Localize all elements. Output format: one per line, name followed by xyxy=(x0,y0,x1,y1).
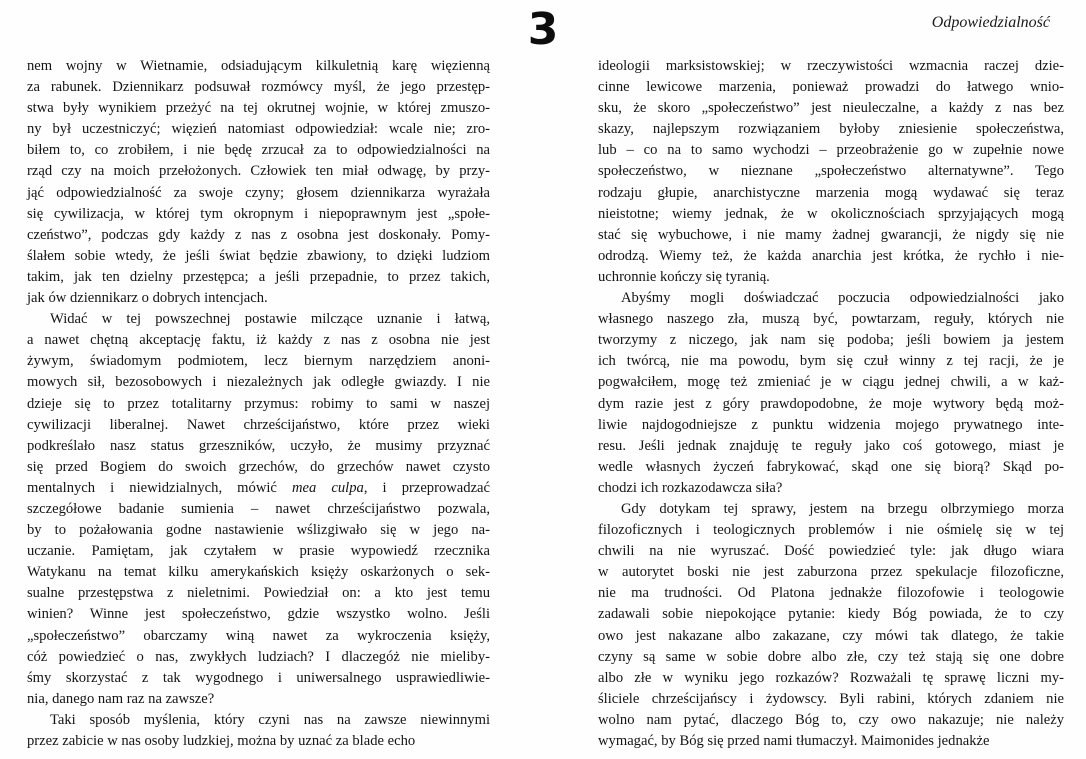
text-line: tworzymy z niczego, jak nam się podoba; jeśli bowiem ja jestem xyxy=(598,332,1064,349)
text-line: a nawet chętną akceptację faktu, iż każdy z nas z osobna nie jest xyxy=(27,332,490,349)
text-line: społeczeństwo, w nieznane „społeczeństwo alternatywne”. Tego xyxy=(598,163,1064,180)
text-line: rodzaju głupie, anarchistyczne marzenia mogą wydawać się teraz xyxy=(598,184,1064,201)
text-line: czeństwo”, podczas gdy każdy z nas z osobna jest doskonały. Pomy- xyxy=(27,226,490,243)
text-line: ślałem sobie wtedy, że jeśli świat będzie zbawiony, to dzięki ludziom xyxy=(27,247,490,264)
text-line: jąć odpowiedzialność za swoje czyny; głosem dziennikarza wyrażała xyxy=(27,184,490,201)
text-line: liwie najdogodniejsze z punktu widzenia mojego prywatnego inte- xyxy=(598,416,1064,433)
text-line: sku, że skoro „społeczeństwo” jest nieuleczalne, a każdy z nas bez xyxy=(598,100,1064,117)
chapter-number: 3 xyxy=(527,4,559,55)
text-line: cywilizacji liberalnej. Nawet chrześcijaństwo, które przez wieki xyxy=(27,416,490,433)
text-line: albo złe w wyniku jego rozkazów? Rozważali tę sprawę liczni my- xyxy=(598,669,1064,686)
text-line: Widać w tej powszechnej postawie milczące uznanie i łatwą, xyxy=(50,311,490,328)
text-line: stać się wybuchowe, i nie mamy żadnej gwarancji, że nigdy się nie xyxy=(598,226,1064,243)
running-header: Odpowiedzialność xyxy=(931,14,1050,31)
text-line: chodzi ich rozkazodawcza siła? xyxy=(598,479,783,496)
text-line: rząd czy na moich przełożonych. Człowiek ten miał odwagę, by przy- xyxy=(27,163,490,180)
text-line: biłem to, co zrobiłem, i nie będę zrzucał za to odpowiedzialności na xyxy=(27,142,490,159)
text-line: żywym, świadomym podmiotem, lecz biernym narzędziem anoni- xyxy=(27,353,490,370)
text-line: przez zabicie w nas osoby ludzkiej, można by uznać za blade echo xyxy=(27,733,416,749)
text-line: sualne przestępstwa z nieletnimi. Powiedział on: a kto jest temu xyxy=(27,585,490,602)
text-line: Gdy dotykam tej sprawy, jestem na brzegu olbrzymiego morza xyxy=(621,500,1064,517)
text-line: cinne lewicowe marzenia, ponieważ prowadzi do łatwego wnio- xyxy=(598,79,1064,96)
text-line: lub – co na to samo wychodzi – przeobrażenie go w zupełnie nowe xyxy=(598,142,1064,159)
text-line: nieistotne; wiemy jednak, że w okolicznościach sprzyjających mogą xyxy=(598,205,1064,222)
left-text-column xyxy=(27,56,490,752)
text-line: szczegółowe badanie sumienia – nawet chrześcijaństwo pozwala, xyxy=(27,500,490,517)
text-line: ideologii marksistowskiej; w rzeczywistości wzmacnia raczej dzie- xyxy=(598,58,1064,74)
text-line: wymagać, by Bóg się przed nami tłumaczył. Maimonides jednakże xyxy=(598,733,990,749)
text-line: nia, danego nam raz na zawsze? xyxy=(27,690,215,707)
text-line: zadawali sobie niepokojące pytanie: kiedy Bóg powiada, że to czy xyxy=(598,606,1064,623)
text-line: jak ów dziennikarz o dobrych intencjach. xyxy=(27,290,268,307)
text-line: mentalnych i niewidzialnych, mówić mea culpa, i przeprowadzać xyxy=(27,479,491,496)
paragraph xyxy=(598,499,1064,752)
text-line: chwili na nie wyruszać. Dość powiedzieć tyle: jak długo wiara xyxy=(598,543,1064,560)
paragraph xyxy=(598,56,1064,288)
text-line: stwa były wynikiem przeżyć na tej okrutnej wojnie, w której zmuszo- xyxy=(27,100,490,117)
text-line: podkreślało nasz status grzeszników, uczyło, że musimy przyznać xyxy=(27,437,490,454)
text-line: dzieje się to przez totalitarny przymus: robimy to sami w naszej xyxy=(27,395,490,412)
text-line: filozoficznych i teologicznych problemów i nie ośmielę się w tej xyxy=(598,522,1064,539)
text-line: Abyśmy mogli doświadczać poczucia odpowiedzialności jako xyxy=(621,290,1064,307)
text-line: Taki sposób myślenia, który czyni nas na zawsze niewinnymi xyxy=(50,711,490,728)
text-line: ich twórcą, nie ma powodu, bym się czuł winny z tej racji, że je xyxy=(598,353,1064,370)
text-line: by to pożałowania godne nastawienie wślizgiwało się w jego na- xyxy=(27,522,490,539)
text-line: nie ma trudności. Od Platona jednakże filozofowie i teologowie xyxy=(598,585,1064,602)
text-line: uchronnie kończy się tyranią. xyxy=(598,268,770,285)
text-line: dym razie jest z góry prawdopodobne, że moje wytwory będą moż- xyxy=(598,395,1064,412)
text-line: śmy skorzystać z tak wygodnego i uniwersalnego usprawiedliwie- xyxy=(27,669,490,686)
text-line: takim, jak ten dzielny przestępca; a jeśli przepadnie, to przez takich, xyxy=(27,268,490,285)
text-line: za rabunek. Dziennikarz podsuwał rozmówcy myśl, że jego przestęp- xyxy=(27,79,490,96)
paragraph xyxy=(27,56,490,309)
text-line: nem wojny w Wietnamie, odsiadującym kilkuletnią karę więzienną xyxy=(27,58,490,74)
right-text-column xyxy=(598,56,1064,752)
text-line: się przed Bogiem do swoich grzechów, do grzechów nawet czysto xyxy=(27,458,490,475)
text-line: skazy, najlepszym rozwiązaniem byłoby zniesienie społeczeństwa, xyxy=(598,121,1064,138)
text-line: uczanie. Pamiętam, jak czytałem w prasie wypowiedź rzecznika xyxy=(27,543,490,560)
text-line: winien? Winne jest społeczeństwo, gdzie wszystko wolno. Jeśli xyxy=(27,606,490,623)
text-line: Watykanu na temat kilku amerykańskich księży oskarżonych o sek- xyxy=(27,564,490,581)
paragraph xyxy=(598,288,1064,499)
text-line: „społeczeństwo” obarczamy winą nawet za wykroczenia księży, xyxy=(27,627,490,644)
text-line: wedle własnych życzeń fabrykować, skąd one się biorą? Skąd po- xyxy=(598,458,1064,475)
text-line: mowych sił, bezosobowych i niezależnych jak odległe gwiazdy. I nie xyxy=(27,374,490,391)
text-line: czyny są same w sobie dobre albo złe, czy też stają się one dobre xyxy=(598,648,1064,665)
text-line: w autorytet boski nie jest zaburzona przez spekulacje filozoficzne, xyxy=(598,564,1064,581)
text-line: owo jest nakazane albo zakazane, czy mówi tak dlatego, że takie xyxy=(598,627,1064,644)
text-line: własnego naszego zła, muszą być, powtarzam, reguły, których nie xyxy=(598,311,1064,328)
text-line: pogwałciłem, mogę też zmieniać je w ciągu jednej chwili, a w każ- xyxy=(598,374,1064,391)
text-line: odrodzą. Wiemy też, że każda anarchia jest krótka, że rychło i nie- xyxy=(598,247,1064,264)
paragraph xyxy=(27,309,490,710)
text-line: resu. Jeśli jednak znajduję te reguły jako coś gotowego, miast je xyxy=(598,437,1064,454)
paragraph xyxy=(27,710,490,752)
text-line: wolno nam pytać, dlaczego Bóg to, czy owo nakazuje; nie należy xyxy=(598,711,1064,728)
text-line: cóż powiedzieć o nas, zwykłych ludziach? I dlaczegóż nie mieliby- xyxy=(27,648,490,665)
text-line: śliciele chrześcijańscy i żydowscy. Byli rabini, których zdaniem nie xyxy=(598,690,1064,707)
text-line: się cywilizacja, w której tym okropnym i niepoprawnym jest „społe- xyxy=(27,205,490,222)
text-line: ny był uczestniczyć; więzień natomiast odpowiedział: wcale nie; zro- xyxy=(27,121,490,138)
